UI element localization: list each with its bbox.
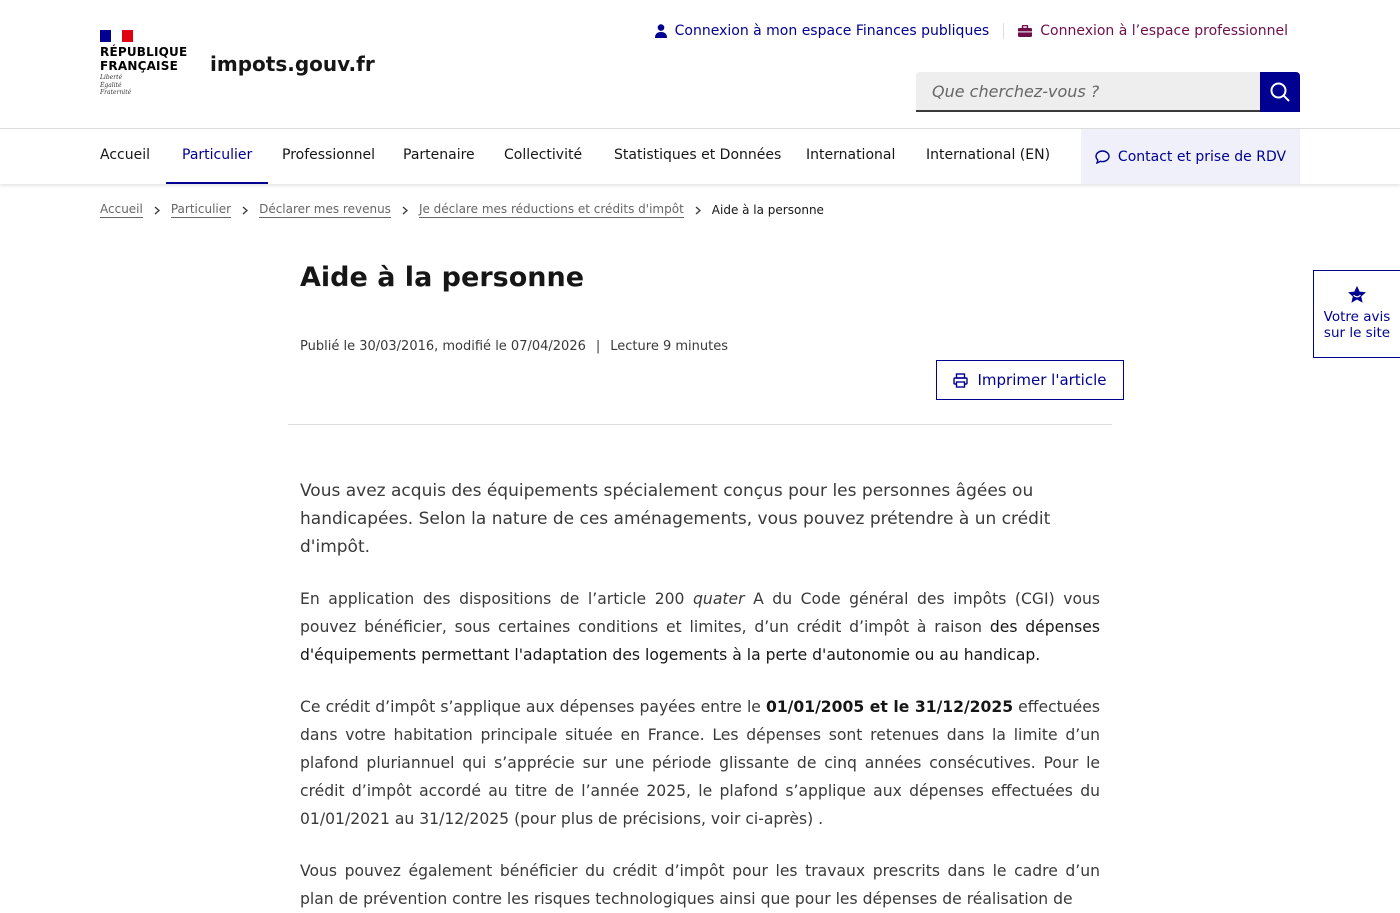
main-nav: [0, 129, 1400, 184]
search-input[interactable]: [916, 72, 1260, 112]
star-icon: [1346, 284, 1368, 306]
chat-bubble-icon: [1095, 150, 1110, 164]
connexion-particulier-label: Connexion à mon espace Finances publiques: [674, 23, 990, 39]
nav-international-en[interactable]: International (EN): [926, 147, 1051, 163]
logo-line-2: FRANÇAISE: [100, 59, 178, 73]
content-divider: [288, 424, 1112, 425]
connexion-pro-link[interactable]: [1018, 23, 1288, 39]
republique-francaise-logo[interactable]: [100, 45, 187, 73]
devise-fraternite: Fraternité: [100, 89, 132, 96]
p2-text-a: Ce crédit d’impôt s’applique aux dépenses payées entre le: [300, 698, 766, 716]
nav-contact-rdv[interactable]: [1081, 129, 1300, 184]
article-meta: [300, 339, 728, 354]
p1-text-b: A du Code général des impôts (CGI) vous pouvez bénéficier, sous certaines conditions et limites, d’un crédit d’impôt à raison: [300, 590, 1100, 636]
feedback-line-1: Votre avis: [1323, 309, 1391, 325]
breadcrumb-accueil[interactable]: Accueil: [100, 202, 143, 216]
briefcase-icon: [1018, 25, 1032, 37]
user-icon: [655, 24, 667, 38]
chevron-right-icon: [402, 206, 408, 215]
nav-accueil[interactable]: Accueil: [100, 147, 150, 163]
connexion-particulier-link[interactable]: [655, 23, 990, 39]
meta-separator: |: [595, 339, 601, 354]
search-button[interactable]: [1260, 72, 1300, 112]
top-links: [655, 21, 1288, 41]
chevron-right-icon: [242, 206, 248, 215]
nav-partenaire[interactable]: Partenaire: [403, 147, 475, 163]
reading-time: Lecture 9 minutes: [610, 339, 728, 354]
p2-text-c: effectuées dans votre habitation principale située en France. Les dépenses sont retenues dans la limite d’un plafond pluriannuel qui s’apprécie sur une période glissante de cinq années consécutives. Pour le crédit d’impôt accordé au titre de l’année 2025, le plafond s’applique aux dépenses effectuées du 01/01/2021 au 31/12/2025 (pour plus de précisions, voir ci-après) .: [300, 698, 1100, 828]
feedback-button[interactable]: [1313, 270, 1400, 358]
devise: [100, 74, 131, 97]
nav-particulier[interactable]: Particulier: [166, 129, 268, 184]
top-links-separator: [1003, 23, 1004, 39]
publication-date: Publié le 30/03/2016, modifié le 07/04/2026: [300, 339, 586, 354]
devise-egalite: Égalité: [100, 81, 122, 89]
article-lead: Vous avez acquis des équipements spécialement conçus pour les personnes âgées ou handicapées. Selon la nature de ces aménagements, vous pouvez prétendre à un crédit d'impôt.: [300, 481, 1051, 557]
article-paragraph-3: Vous pouvez également bénéficier du crédit d’impôt pour les travaux prescrits dans le cadre d’un plan de prévention contre les risques technologiques ainsi que pour les dépenses de réalisation de: [300, 862, 1100, 908]
chevron-right-icon: [154, 206, 160, 215]
printer-icon: [953, 373, 968, 388]
logo-line-1: RÉPUBLIQUE: [100, 45, 188, 59]
search-bar: [916, 72, 1300, 112]
chevron-right-icon: [695, 206, 701, 215]
nav-contact-label: Contact et prise de RDV: [1117, 148, 1287, 165]
breadcrumb-reductions-credits[interactable]: Je déclare mes réductions et crédits d'impôt: [418, 202, 684, 216]
print-article-button[interactable]: [936, 360, 1124, 400]
breadcrumb: [100, 202, 824, 218]
nav-collectivite[interactable]: Collectivité: [504, 147, 583, 163]
breadcrumb-declarer-revenus[interactable]: Déclarer mes revenus: [259, 202, 391, 216]
breadcrumb-current: Aide à la personne: [711, 202, 824, 217]
p2-bold-dates: 01/01/2005 et le 31/12/2025: [765, 698, 1014, 716]
p1-italic: quater: [693, 590, 745, 608]
page-title: Aide à la personne: [300, 262, 585, 293]
print-article-label: Imprimer l'article: [977, 371, 1107, 389]
article-paragraph-2: [300, 693, 1100, 833]
nav-international[interactable]: International: [806, 147, 896, 163]
p1-highlight: des dépenses d'équipements permettant l'adaptation des logements à la perte d'autonomie ou au handicap.: [300, 618, 1100, 664]
devise-liberte: Liberté: [100, 74, 123, 81]
breadcrumb-particulier[interactable]: Particulier: [170, 202, 232, 216]
search-icon: [1270, 82, 1290, 102]
site-name-link[interactable]: impots.gouv.fr: [210, 52, 375, 76]
feedback-line-2: sur le site: [1323, 325, 1391, 341]
connexion-pro-label: Connexion à l’espace professionnel: [1040, 23, 1288, 39]
french-flag-logo[interactable]: [100, 30, 133, 42]
nav-professionnel[interactable]: Professionnel: [282, 147, 376, 163]
article-paragraph-1: [300, 585, 1100, 669]
p1-text-a: En application des dispositions de l’article 200: [300, 590, 694, 608]
nav-statistiques[interactable]: Statistiques et Données: [614, 147, 782, 163]
site-header: [0, 0, 1400, 129]
